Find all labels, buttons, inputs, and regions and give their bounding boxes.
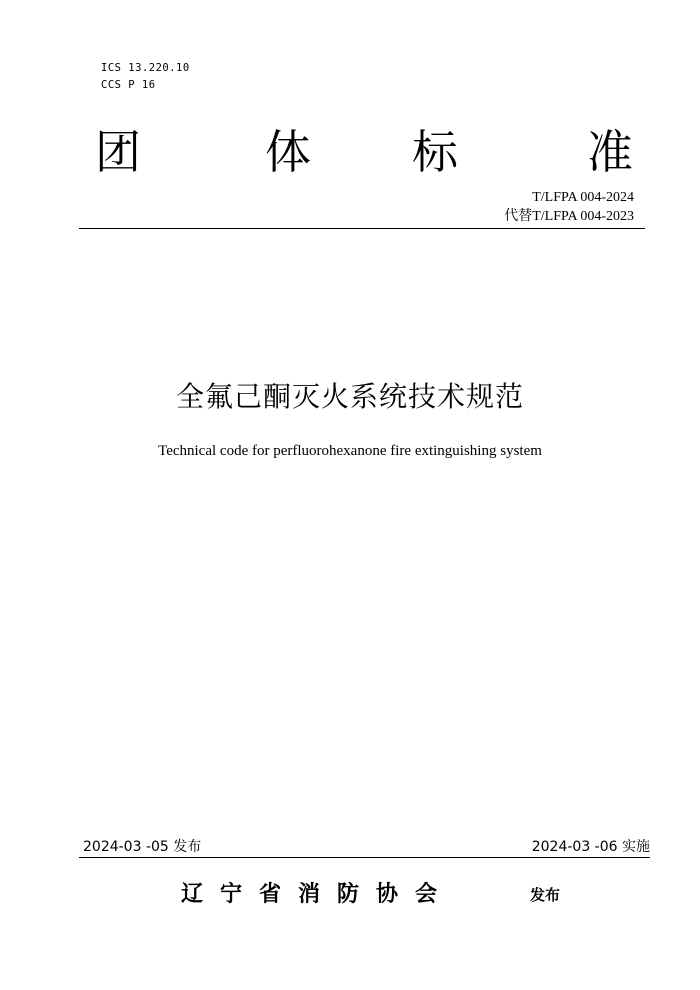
english-title: Technical code for perfluorohexanone fire extinguishing system [158,443,542,459]
header-divider [79,228,645,229]
standard-type-char-4: 准 [587,125,633,179]
implementation-date: 2024-03 -06 实施 [531,839,650,855]
ccs-code: CCS P 16 [101,79,156,91]
issue-label: 发布 [530,886,561,904]
issuing-organization: 辽宁省消防协会 [181,882,455,907]
ics-code: ICS 13.220.10 [101,62,190,74]
standard-type-char-1: 团 [95,125,141,179]
publication-date: 2024-03 -05 发布 [83,839,202,855]
standard-number: T/LFPA 004-2024 [532,190,634,205]
classification-codes [101,60,190,94]
footer-divider [79,857,650,858]
standard-number-block [504,188,634,226]
replaced-standard-number: 代替T/LFPA 004-2023 [504,209,634,224]
chinese-title: 全氟己酮灭火系统技术规范 [175,380,524,413]
standard-type-heading [80,124,640,184]
standard-type-char-3: 标 [412,125,458,179]
standard-type-char-2: 体 [265,125,311,179]
